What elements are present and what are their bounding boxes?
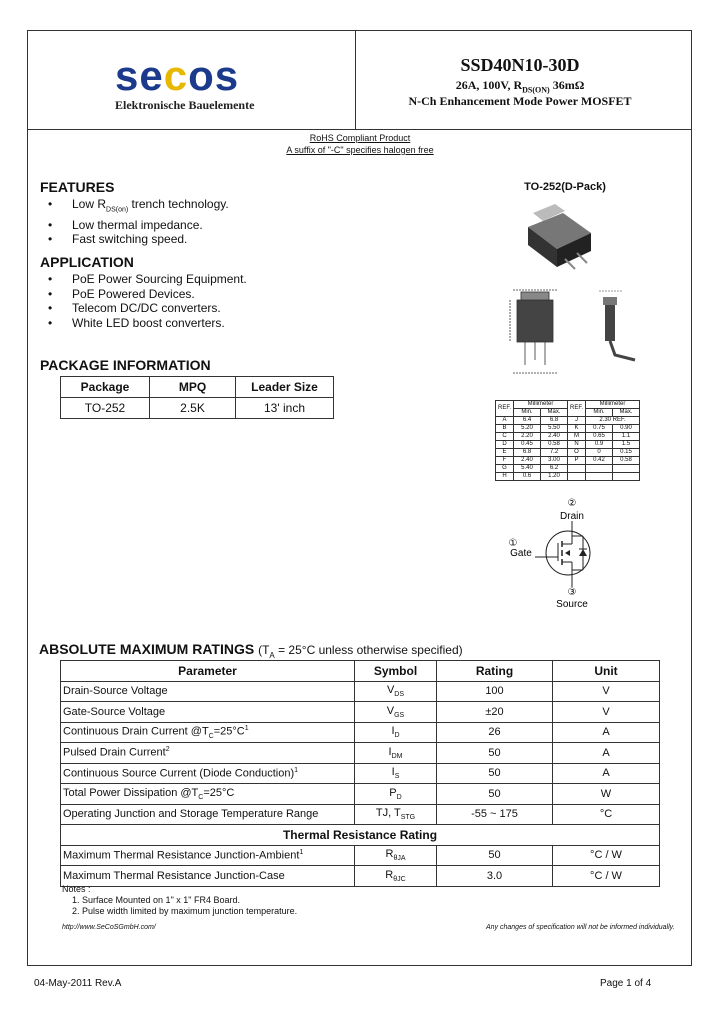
package-info-title: PACKAGE INFORMATION: [40, 357, 211, 373]
part-spec: 26A, 100V, $R_{DS(ON)}$ 36mΩ: [455, 78, 585, 95]
package-3d-view: [528, 204, 591, 269]
footer-date: 04-May-2011 Rev.A: [34, 978, 122, 989]
source-label: Source: [556, 599, 588, 610]
package-drawing-label: TO-252(D-Pack): [524, 181, 606, 193]
list-item: • PoE Power Sourcing Equipment.: [40, 272, 247, 287]
drain-label: Drain: [560, 511, 584, 522]
table-header: MPQ: [150, 377, 236, 398]
logo-text: se: [115, 52, 164, 99]
rohs-line: RoHS Compliant Product: [309, 133, 411, 143]
rohs-note: [220, 132, 500, 156]
notes: [62, 884, 297, 917]
table-row: B 5.20 5.50 K 0.75 0.90: [496, 425, 640, 433]
table-row: Gate-Source Voltage $V_{GS}$ ±20 V: [61, 702, 660, 723]
table-cell: 2.5K: [150, 398, 236, 419]
table-row: [61, 825, 660, 846]
gate-pin-number: ①: [508, 538, 518, 549]
package-front-view: [510, 290, 557, 373]
part-description: N-Ch Enhancement Mode Power MOSFET: [408, 94, 632, 108]
table-row: D 0.45 0.58 N 0.9 1.5: [496, 441, 640, 449]
header-divider: [355, 30, 356, 130]
gate-label: Gate: [510, 548, 532, 559]
table-header: Parameter: [61, 661, 355, 682]
table-header: Unit: [553, 661, 660, 682]
table-header: Min.: [586, 409, 613, 417]
table-row: Total Power Dissipation $@T_C=25^\circ C$ $P_D$ 50 W: [61, 784, 660, 805]
table-row: Continuous Source Current (Diode Conduction)$^1$ $I_S$ 50 A: [61, 763, 660, 784]
table-row: [496, 401, 640, 409]
logo: [115, 52, 240, 99]
list-item: • Low $R_{DS(on)}$ trench technology.: [40, 197, 229, 218]
list-item: • PoE Powered Devices.: [40, 287, 247, 302]
page-number: Page 1 of 4: [600, 978, 652, 989]
table-row: E 6.8 7.2 O 0 0.15: [496, 449, 640, 457]
list-item: • Telecom DC/DC converters.: [40, 301, 247, 316]
table-header: Max.: [613, 409, 640, 417]
list-item: • Fast switching speed.: [40, 232, 229, 247]
thermal-title: Thermal Resistance Rating: [61, 825, 660, 846]
mosfet-symbol: [495, 495, 615, 610]
table-row: [61, 398, 334, 419]
table-header: Millimeter: [586, 401, 640, 409]
abs-max-table: [60, 660, 660, 887]
package-table: [60, 376, 334, 419]
dimension-table: [495, 400, 640, 481]
table-header: Rating: [437, 661, 553, 682]
table-row: Maximum Thermal Resistance Junction-Ambient$^1$ $R_{\theta JA}$ 50 °C / W: [61, 845, 660, 866]
table-header: Symbol: [355, 661, 437, 682]
table-header: Millimeter: [514, 401, 568, 409]
drain-pin-number: ②: [567, 498, 577, 509]
footer-url[interactable]: http://www.SeCoSGmbH.com/: [62, 924, 156, 931]
package-drawing: [495, 195, 655, 395]
note-item: 1. Surface Mounted on 1" x 1" FR4 Board.: [72, 895, 240, 905]
logo-text-end: os: [188, 52, 240, 99]
package-side-view: [599, 291, 635, 360]
table-header: Max.: [541, 409, 568, 417]
table-header: REF.: [496, 401, 514, 417]
table-row: Maximum Thermal Resistance Junction-Case $R_{\theta JC}$ 3.0 °C / W: [61, 866, 660, 887]
list-item: • White LED boost converters.: [40, 316, 247, 331]
application-list: [40, 272, 247, 330]
list-item: • Low thermal impedance.: [40, 218, 229, 233]
table-row: [61, 661, 660, 682]
table-row: G 5.40 6.2: [496, 465, 640, 473]
logo-accent: c: [163, 52, 189, 99]
logo-subtitle: Elektronische Bauelemente: [115, 98, 255, 112]
table-header: Min.: [514, 409, 541, 417]
footer-notice: Any changes of specification will not be informed individually.: [486, 924, 675, 931]
features-list: [40, 197, 229, 247]
table-header: Package: [61, 377, 150, 398]
application-title: APPLICATION: [40, 254, 134, 270]
table-row: H 0.6 1.20: [496, 473, 640, 481]
table-row: F 2.40 3.00 P 0.42 0.58: [496, 457, 640, 465]
table-cell: TO-252: [61, 398, 150, 419]
halogen-line: A suffix of "-C" specifies halogen free: [286, 145, 434, 155]
note-item: 2. Pulse width limited by maximum junction temperature.: [72, 906, 298, 916]
table-header: Leader Size: [236, 377, 334, 398]
features-title: FEATURES: [40, 179, 115, 195]
table-row: Pulsed Drain Current$^2$ $I_{DM}$ 50 A: [61, 743, 660, 764]
abs-max-title: ABSOLUTE MAXIMUM RATINGS ($T_A = 25^\circ C$ unless otherwise specified): [39, 641, 463, 660]
table-cell: 13' inch: [236, 398, 334, 419]
table-row: C 2.20 2.40 M 0.65 1.1: [496, 433, 640, 441]
table-row: Drain-Source Voltage $V_{DS}$ 100 V: [61, 681, 660, 702]
notes-title: Notes :: [62, 884, 91, 894]
source-pin-number: ③: [567, 587, 577, 598]
table-row: Operating Junction and Storage Temperature Range TJ, $T_{STG}$ -55 ~ 175 °C: [61, 804, 660, 825]
table-row: Continuous Drain Current $@T_C=25^\circ C^1$ $I_D$ 26 A: [61, 722, 660, 743]
part-number: SSD40N10-30D: [460, 55, 580, 75]
table-header: REF.: [568, 401, 586, 417]
table-row: A 6.4 6.8 J 2.30 REF.: [496, 417, 640, 425]
